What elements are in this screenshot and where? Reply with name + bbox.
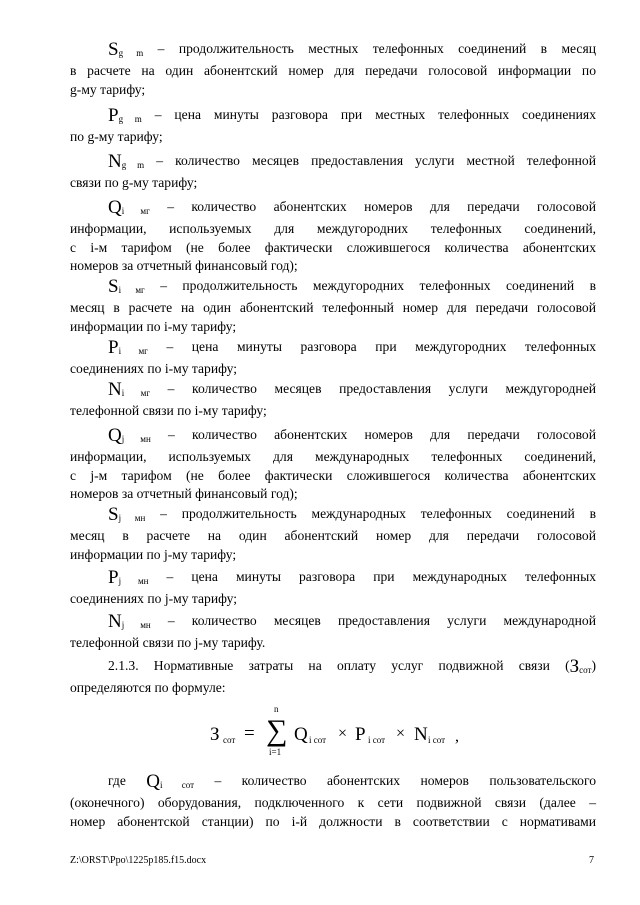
line-text: номеров за отчетный финансовый год); xyxy=(70,486,298,502)
definition-paragraph xyxy=(70,40,596,99)
where-subscript: i сот xyxy=(160,780,195,790)
where-prefix: где xyxy=(108,773,126,788)
line-text: g-му тарифу; xyxy=(70,81,146,97)
formula-p-sub: i сот xyxy=(368,735,386,745)
formula-equals: = xyxy=(244,723,255,744)
variable-subscript: i мг xyxy=(118,346,148,356)
where-line xyxy=(70,772,596,794)
paragraph-line xyxy=(70,426,596,448)
paragraph-line xyxy=(70,257,596,275)
variable-symbol: N xyxy=(108,151,122,172)
paragraph-line xyxy=(70,40,596,62)
paragraph-line xyxy=(70,338,596,360)
section-paragraph xyxy=(70,657,596,698)
paragraph-line xyxy=(70,106,596,128)
footer-page-number: 7 xyxy=(589,855,594,866)
line-text: телефонной связи по i-му тарифу; xyxy=(70,403,267,419)
paragraph-line xyxy=(70,568,596,590)
paragraph-line xyxy=(70,380,596,402)
where-text: (оконечного) оборудования, подключенного к сети подвижной связи (далее – xyxy=(70,795,596,811)
where-symbol: Q xyxy=(146,771,160,792)
line-text: – количество месяцев предоставления услуги местной телефонной xyxy=(156,153,596,168)
section-line xyxy=(70,679,596,697)
paragraph-line xyxy=(70,467,596,485)
variable-symbol: S xyxy=(108,504,119,525)
formula-p: P xyxy=(355,724,366,745)
paragraph-line xyxy=(70,62,596,80)
line-text: соединениях по i-му тарифу; xyxy=(70,361,237,377)
paragraph-line xyxy=(70,239,596,257)
paragraph-line xyxy=(70,220,596,238)
line-text: связи по g-му тарифу; xyxy=(70,175,198,191)
line-text: информации по j-му тарифу; xyxy=(70,546,237,562)
line-text: информации по i-му тарифу; xyxy=(70,318,237,334)
line-text: телефонной связи по j-му тарифу. xyxy=(70,635,266,651)
section-line xyxy=(70,657,596,679)
formula-lhs-sub: сот xyxy=(223,735,236,745)
line-text: информации, используемых для международных телефонных соединений, xyxy=(70,449,596,465)
line-text: месяц в расчете на один абонентский телефонный номер для передачи голосовой xyxy=(70,300,596,316)
paragraph-line xyxy=(70,128,596,146)
paragraph-line xyxy=(70,634,596,652)
definition-paragraph xyxy=(70,612,596,653)
formula-sum-lower: i=1 xyxy=(269,747,282,757)
paragraph-line xyxy=(70,448,596,466)
paragraph-line xyxy=(70,198,596,220)
variable-subscript: i мг xyxy=(121,206,150,216)
section-close-paren: ) xyxy=(591,658,596,673)
line-text: – количество месяцев предоставления услуги международной xyxy=(167,613,596,628)
formula-comma: , xyxy=(455,728,459,745)
variable-symbol: S xyxy=(108,276,119,297)
section-subscript: сот xyxy=(579,665,592,675)
variable-subscript: j мн xyxy=(118,513,146,523)
formula-sum-sign: ∑ xyxy=(266,714,288,747)
line-text: – цена минуты разговора при междугородних телефонных xyxy=(166,339,596,354)
paragraph-line xyxy=(70,402,596,420)
paragraph-line xyxy=(70,360,596,378)
where-line xyxy=(70,813,596,831)
variable-symbol: P xyxy=(108,567,119,588)
line-text: – продолжительность местных телефонных соединений в месяц xyxy=(157,41,596,56)
line-text: месяц в расчете на один абонентский номер для передачи голосовой xyxy=(70,528,596,544)
formula-sum-upper: n xyxy=(274,704,279,714)
variable-symbol: N xyxy=(108,611,122,632)
paragraph-line xyxy=(70,277,596,299)
formula-q-sub: i сот xyxy=(309,735,327,745)
line-text: – цена минуты разговора при местных телефонных соединениях xyxy=(154,107,596,122)
section-text: 2.1.3. Нормативные затраты на оплату услуг подвижной связи ( xyxy=(108,658,570,673)
variable-subscript: g m xyxy=(118,48,144,58)
definition-paragraph xyxy=(70,380,596,421)
formula-n: N xyxy=(414,724,428,745)
paragraph-line xyxy=(70,612,596,634)
line-text: соединениях по j-му тарифу; xyxy=(70,591,237,607)
variable-subscript: j мн xyxy=(121,434,151,444)
definition-paragraph xyxy=(70,568,596,609)
formula-lhs: З xyxy=(210,724,220,745)
where-text: – количество абонентских номеров пользовательского xyxy=(214,773,596,788)
formula-n-sub: i сот xyxy=(428,735,446,745)
definition-paragraph xyxy=(70,426,596,504)
paragraph-line xyxy=(70,81,596,99)
line-text: – продолжительность междугородних телефонных соединений в xyxy=(160,278,596,293)
variable-subscript: j мн xyxy=(121,620,151,630)
variable-subscript: i мг xyxy=(121,388,151,398)
variable-symbol: P xyxy=(108,105,119,126)
formula-q: Q xyxy=(294,724,308,745)
line-text: по g-му тарифу; xyxy=(70,129,163,145)
variable-symbol: Q xyxy=(108,197,122,218)
paragraph-line xyxy=(70,546,596,564)
formula-block xyxy=(210,704,470,760)
variable-subscript: g m xyxy=(121,160,145,170)
paragraph-line xyxy=(70,485,596,503)
variable-subscript: j мн xyxy=(118,576,149,586)
formula-times-2: × xyxy=(396,725,406,742)
variable-symbol: P xyxy=(108,337,119,358)
line-text: номеров за отчетный финансовый год); xyxy=(70,258,298,274)
variable-symbol: Q xyxy=(108,425,122,446)
where-paragraph xyxy=(70,772,596,831)
paragraph-line xyxy=(70,590,596,608)
line-text: – количество абонентских номеров для передачи голосовой xyxy=(168,427,597,442)
definition-paragraph xyxy=(70,106,596,147)
line-text: – продолжительность международных телефонных соединений в xyxy=(160,506,596,521)
definition-paragraph xyxy=(70,505,596,564)
definition-paragraph xyxy=(70,152,596,193)
variable-subscript: g m xyxy=(118,114,142,124)
paragraph-line xyxy=(70,527,596,545)
paragraph-line xyxy=(70,174,596,192)
line-text: – цена минуты разговора при международных телефонных xyxy=(166,569,597,584)
line-text: с j-м тарифом (не более фактически сложившегося количества абонентских xyxy=(70,467,596,483)
where-line xyxy=(70,794,596,812)
where-text: номер абонентской станции) по i-й должности в соответствии с нормативами xyxy=(70,813,596,829)
section-text-2: определяются по формуле: xyxy=(70,680,226,696)
line-text: информации, используемых для междугородних телефонных соединений, xyxy=(70,221,596,237)
variable-subscript: i мг xyxy=(118,285,145,295)
variable-symbol: N xyxy=(108,379,122,400)
footer-file-path: Z:\ORST\Ppo\1225p185.f15.docx xyxy=(70,855,207,866)
paragraph-line xyxy=(70,505,596,527)
paragraph-line xyxy=(70,318,596,336)
section-symbol: З xyxy=(569,656,580,677)
variable-symbol: S xyxy=(108,39,119,60)
paragraph-line xyxy=(70,152,596,174)
line-text: – количество месяцев предоставления услуги междугородней xyxy=(167,381,597,396)
formula-times-1: × xyxy=(338,725,348,742)
paragraph-line xyxy=(70,299,596,317)
line-text: – количество абонентских номеров для передачи голосовой xyxy=(167,199,597,214)
definition-paragraph xyxy=(70,198,596,276)
line-text: в расчете на один абонентский номер для передачи голосовой информации по xyxy=(70,63,596,79)
line-text: с i-м тарифом (не более фактически сложившегося количества абонентских xyxy=(70,239,596,255)
definition-paragraph xyxy=(70,277,596,336)
definition-paragraph xyxy=(70,338,596,379)
